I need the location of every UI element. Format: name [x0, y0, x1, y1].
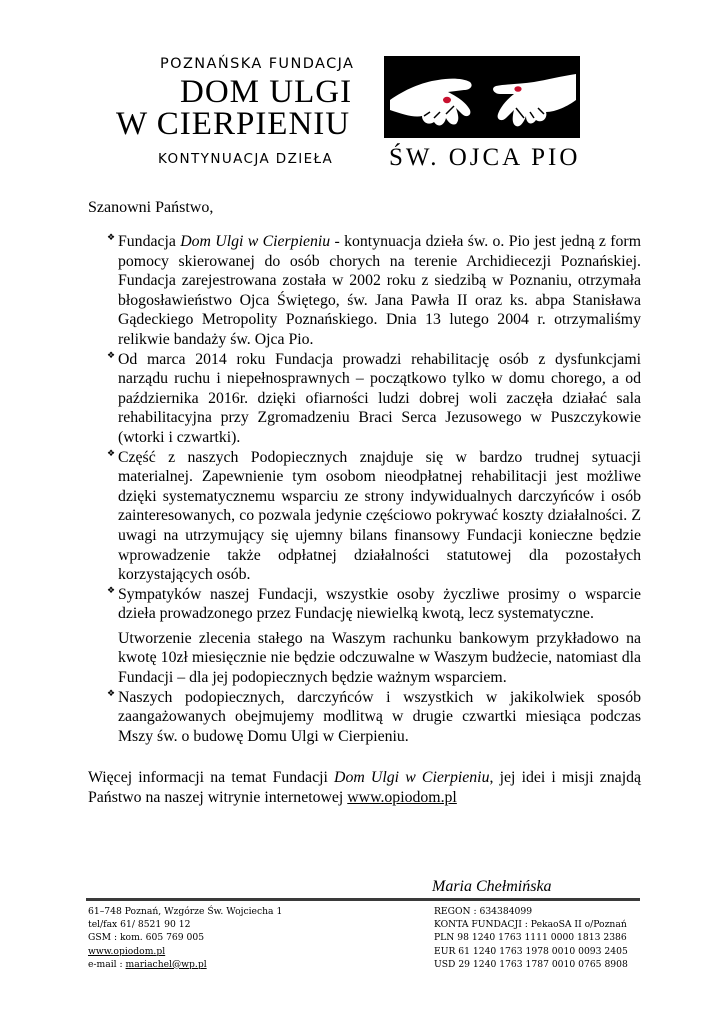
list-item — [88, 350, 641, 448]
logo-line-kontynuacja: KONTYNUACJA DZIEŁA — [158, 151, 334, 167]
footer-phone: tel/fax 61/ 8521 90 12 — [88, 919, 191, 931]
footer-contact — [88, 905, 282, 971]
website-link[interactable]: www.opiodom.pl — [347, 789, 457, 807]
footer-bank — [434, 905, 628, 971]
logo-line-w-cierpieniu: W CIERPIENIU — [116, 106, 351, 142]
footer-pln: PLN 98 1240 1763 1111 0000 1813 2386 — [434, 932, 627, 944]
footer-gsm: GSM : kom. 605 769 005 — [88, 932, 205, 944]
list-item — [88, 232, 641, 350]
list-item — [88, 585, 641, 688]
closing-after: , jej idei i misji znajdą Państwo na naszej witrynie internetowej — [88, 769, 641, 807]
logo-line-dom-ulgi: DOM ULGI — [180, 74, 353, 110]
list-item — [88, 688, 641, 747]
logo-line-poznanska: POZNAŃSKA FUNDACJA — [160, 56, 355, 72]
bullet-2-text: Od marca 2014 roku Fundacja prowadzi rehabilitację osób z dysfunkcjami narządu ruchu i niepełnosprawnych – początkowo tylko w domu chorego, a od października 2016r. dzięki ofiarności ludzi dobrej woli zaczęła działać sala rehabilitacyjna przy Zgromadzeniu Braci Serca Jezusowego w Puszczykowie (wtorki i czwartki). — [118, 350, 641, 446]
bullet-4-extra: Utworzenie zlecenia stałego na Waszym rachunku bankowym przykładowo na kwotę 10zł miesięcznie nie będzie odczuwalne w Waszym budżecie, natomiast dla Fundacji – dla jej podopiecznych będzie ważnym wsparciem. — [118, 629, 641, 687]
footer-website-link[interactable]: www.opiodom.pl — [88, 945, 166, 957]
hands-logo-svg — [384, 56, 580, 138]
footer-usd: USD 29 1240 1763 1787 0010 0765 8908 — [434, 958, 628, 970]
footer-email-row — [88, 958, 282, 971]
bullet-icon: ❖ — [107, 688, 116, 699]
footer-address: 61–748 Poznań, Wzgórze Św. Wojciecha 1 — [88, 906, 283, 917]
bullet-1-before: Fundacja — [118, 233, 181, 250]
closing-paragraph — [88, 768, 641, 807]
signature: Maria Chełmińska — [432, 878, 552, 895]
list-item — [88, 448, 641, 585]
closing-italic: Dom Ulgi w Cierpieniu — [334, 769, 490, 787]
footer-divider — [86, 898, 640, 901]
bullet-icon: ❖ — [107, 350, 116, 361]
footer-email-link[interactable]: mariachel@wp.pl — [125, 958, 207, 970]
letter-body — [88, 232, 641, 808]
bullet-1-after: - kontynuacja dzieła św. o. Pio jest jedną z form pomocy skierowanej do osób chorych na terenie Archidiecezji Poznańskiej. Fundacja zarejestrowana została w 2002 roku z siedzibą w Poznaniu, otrzymała błogosławieństwo Ojca Świętego, św. Jana Pawła II oraz ks. abpa Stanisława Gądeckiego Metropolity Poznańskiego. Dnia 13 lutego 2004 r. otrzymaliśmy relikwie bandaży św. Ojca Pio. — [118, 233, 641, 348]
salutation: Szanowni Państwo, — [88, 199, 214, 216]
bullet-5-text: Naszych podopiecznych, darczyńców i wszystkich w jakikolwiek sposób zaangażowanych obejmujemy modlitwą w drugie czwartki miesiąca podczas Mszy św. o budowę Domu Ulgi w Cierpieniu. — [118, 688, 641, 745]
footer-regon: REGON : 634384099 — [434, 906, 533, 917]
bullet-4-text: Sympatyków naszej Fundacji, wszystkie osoby życzliwe prosimy o wsparcie dzieła prowadzonego przez Fundację niewielką kwotą, lecz systematyczne. — [118, 585, 641, 623]
footer-eur: EUR 61 1240 1763 1978 0010 0093 2405 — [434, 945, 628, 957]
closing-before: Więcej informacji na temat Fundacji — [88, 769, 335, 787]
bullet-icon: ❖ — [107, 448, 116, 459]
footer-email-label: e-mail : — [88, 958, 126, 970]
bullet-icon: ❖ — [107, 233, 116, 243]
footer-konta: KONTA FUNDACJI : PekaoSA II o/Poznań — [434, 919, 627, 931]
bullet-1-italic: Dom Ulgi w Cierpieniu — [180, 233, 331, 250]
bullet-icon: ❖ — [107, 585, 116, 596]
bullet-list — [88, 232, 641, 746]
logo-line-ojca-pio: ŚW. OJCA PIO — [389, 144, 581, 171]
bullet-3-text: Część z naszych Podopiecznych znajduje się w bardzo trudnej sytuacji materialnej. Zapewnienie tym osobom nieodpłatnej rehabilitacji jest możliwe dzięki systematycznemu wsparciu ze strony indywidualnych darczyńców i osób zainteresowanych, co pozwala jedynie częściowo pokrywać koszty działalności. Z uwagi na utrzymujący się ujemny bilans finansowy Fundacji konieczne będzie wprowadzenie także odpłatnej działalności statutowej dla pozostałych korzystających osób. — [118, 448, 641, 584]
hands-icon — [384, 56, 580, 138]
